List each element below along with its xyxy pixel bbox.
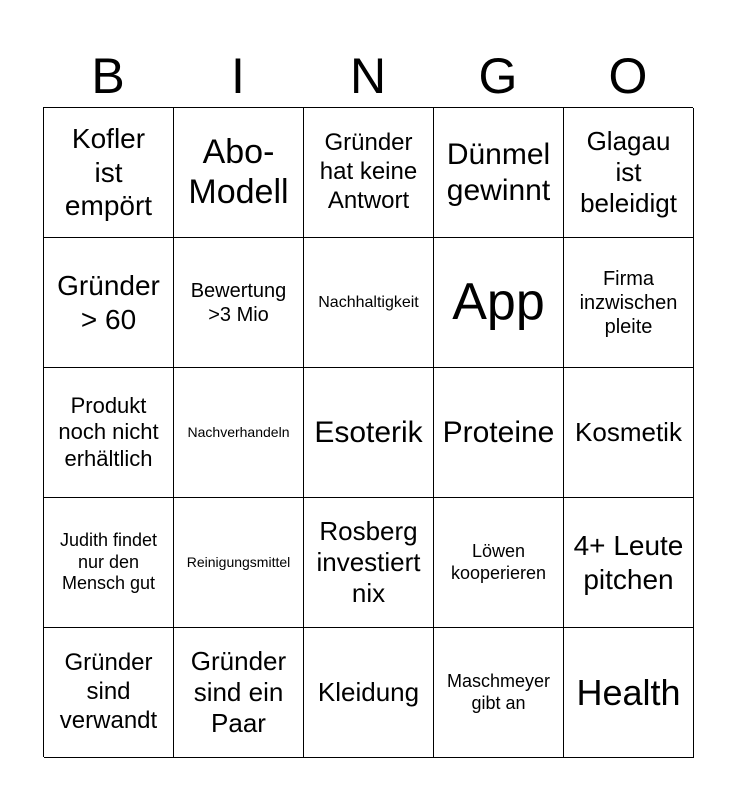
bingo-cell[interactable] xyxy=(564,498,694,628)
cell-label: Kosmetik xyxy=(575,416,682,447)
cell-label: Glagau ist beleidigt xyxy=(580,125,677,219)
bingo-cell[interactable] xyxy=(44,498,174,628)
bingo-cell[interactable] xyxy=(564,628,694,758)
bingo-cell[interactable] xyxy=(304,498,434,628)
cell-label: Rosberg investiert nix xyxy=(316,515,421,609)
cell-label: Bewertung >3 Mio xyxy=(190,279,287,326)
bingo-cell[interactable] xyxy=(564,368,694,498)
bingo-cell[interactable] xyxy=(434,238,564,368)
cell-label: Judith findet nur den Mensch gut xyxy=(59,530,158,594)
cell-label: Proteine xyxy=(442,415,555,449)
cell-label: App xyxy=(452,273,545,332)
bingo-cell[interactable] xyxy=(304,628,434,758)
cell-label: Maschmeyer gibt an xyxy=(446,670,551,713)
header-letter-g: G xyxy=(478,48,518,104)
bingo-cell[interactable] xyxy=(304,368,434,498)
bingo-cell[interactable] xyxy=(174,108,304,238)
bingo-cell[interactable] xyxy=(434,108,564,238)
header-letter-b: B xyxy=(91,48,125,104)
bingo-cell[interactable] xyxy=(174,628,304,758)
cell-label: Kofler ist empört xyxy=(64,123,153,222)
bingo-cell[interactable] xyxy=(44,238,174,368)
header-letter-i: I xyxy=(231,48,245,104)
bingo-cell[interactable] xyxy=(174,498,304,628)
bingo-cell[interactable] xyxy=(44,628,174,758)
cell-label: Löwen kooperieren xyxy=(450,540,547,583)
bingo-cell[interactable] xyxy=(44,108,174,238)
cell-label: Gründer hat keine Antwort xyxy=(319,129,418,214)
cell-label: 4+ Leute pitchen xyxy=(573,529,684,595)
bingo-board xyxy=(43,107,693,757)
cell-label: Health xyxy=(576,671,681,713)
cell-label: Gründer sind ein Paar xyxy=(190,645,287,739)
header-letter-n: N xyxy=(349,48,387,104)
bingo-cell[interactable] xyxy=(174,368,304,498)
cell-label: Esoterik xyxy=(314,415,423,449)
cell-label: Abo-Modell xyxy=(188,133,289,211)
cell-label: Produkt noch nicht erhältlich xyxy=(58,392,159,471)
cell-label: Gründer sind verwandt xyxy=(59,649,158,734)
cell-label: Nachhaltigkeit xyxy=(318,293,419,311)
cell-label: Nachverhandeln xyxy=(187,424,290,441)
cell-label: Reinigungsmittel xyxy=(186,554,291,571)
cell-label: Gründer > 60 xyxy=(57,269,160,335)
bingo-cell[interactable] xyxy=(564,108,694,238)
bingo-cell[interactable] xyxy=(304,238,434,368)
bingo-cell[interactable] xyxy=(564,238,694,368)
bingo-cell[interactable] xyxy=(434,498,564,628)
bingo-cell[interactable] xyxy=(304,108,434,238)
bingo-cell[interactable] xyxy=(434,628,564,758)
bingo-header xyxy=(43,44,693,108)
cell-label: Kleidung xyxy=(317,676,420,707)
bingo-cell[interactable] xyxy=(174,238,304,368)
cell-label: Dünmel gewinnt xyxy=(446,137,551,207)
cell-label: Firma inzwischen pleite xyxy=(579,267,678,338)
bingo-cell[interactable] xyxy=(44,368,174,498)
bingo-cell[interactable] xyxy=(434,368,564,498)
header-letter-o: O xyxy=(608,48,648,104)
